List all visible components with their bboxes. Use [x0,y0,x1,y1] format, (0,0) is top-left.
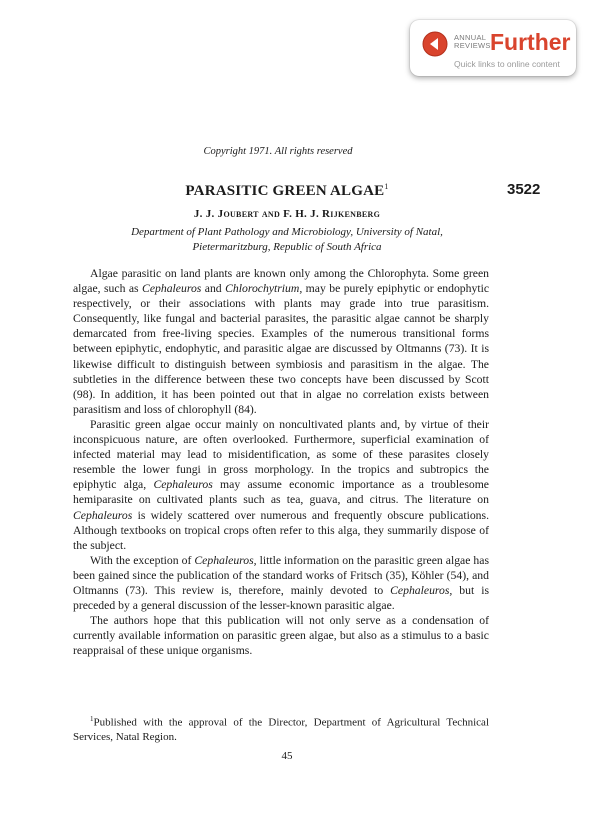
title-footnote-mark: 1 [384,182,389,191]
footnote-mark: 1 [90,715,94,723]
body-paragraph [73,553,489,613]
left-arrow-circle-icon [422,31,448,57]
copyright-notice: Copyright 1971. All rights reserved [203,146,353,157]
article-body [73,266,489,658]
italic-term: Cephaleuros [142,282,202,296]
text-run: is widely scattered over numerous and frequently obscure publications. Although textbooks on tropical crops often refer to this alga, they summarily dispose of the subject. [73,508,489,552]
further-link-badge[interactable] [410,20,576,76]
text-run: The authors hope that this publication will not only serve as a condensation of currently available information on parasitic green algae, but also as a stimulus to a basic reappraisal of these unique organisms. [73,614,489,658]
italic-term: Cephaleuros [73,508,133,522]
text-run: and [201,282,226,296]
footnote [73,712,489,744]
italic-term: Cephaleuros, [390,583,453,597]
text-run: but is preceded by a general discussion of the lesser-known parasitic algae. [73,583,489,613]
text-run: may be purely epiphytic or endophytic respectively, or their associations with plants may grade into true parasitism. Consequently, like fungal and bacterial parasites, the parasitic algae cannot be sharply demarcated from free-living species. Examples of the numerous transitional forms between epiphytic, endophytic, and parasitic algae are discussed by Oltmanns (73). It is likewise difficult to distinguish between symbiosis and parasitism in the algae. The subtleties in the difference between these two concepts have been discussed by Scott (98). In addition, it has been pointed out that in algae no correlation exists between parasitism and loss of chlorophyll (84). [73,282,490,416]
text-run: With the exception of [90,553,195,567]
article-title-text: PARASITIC GREEN ALGAE [185,183,385,199]
body-paragraph [73,613,489,658]
body-paragraph [73,417,489,553]
text-run: Parasitic green algae occur mainly on noncultivated plants and, by virtue of their inconspicuous nature, are often overlooked. Furthermore, superficial examination of infected material may lead to misidentification, as some of these parasites closely resemble the lower fungi in gross morphology. In the tropics and subtropics the epiphytic alga, [73,417,489,492]
reviews-label: REVIEWS [454,41,491,50]
annual-label: ANNUAL [454,33,487,42]
footnote-text: Published with the approval of the Director, Department of Agricultural Technical Services, Natal Region. [73,716,489,743]
further-subtitle: Quick links to online content [454,59,560,69]
affiliation [70,225,504,255]
text-run: little information on the parasitic green algae has been gained since the publication of the standard works of Fritsch (35), Köhler (54), and Oltmanns (73). This review is, therefore, mainly devoted to [73,553,489,597]
italic-term: Cephaleuros, [194,553,257,567]
italic-term: Chlorochytrium, [225,282,303,296]
text-run: may assume economic importance as a troublesome hemiparasite on cultivated plants such as tea, guava, and citrus. The literature on [73,478,489,507]
text-run: Algae parasitic on land plants are known only among the Chlorophyta. Some green algae, such as [73,267,489,296]
affiliation-line-1: Department of Plant Pathology and Microbiology, University of Natal, [131,226,443,238]
affiliation-line-2: Pietermaritzburg, Republic of South Africa [192,241,382,253]
body-paragraph [73,266,489,417]
authors: J. J. Joubert and F. H. J. Rijkenberg [193,208,381,220]
page-number: 3522 [507,181,541,198]
further-label: Further [490,29,571,55]
article-title [0,182,574,200]
folio-page-number: 45 [281,750,293,762]
italic-term: Cephaleuros [153,478,213,492]
